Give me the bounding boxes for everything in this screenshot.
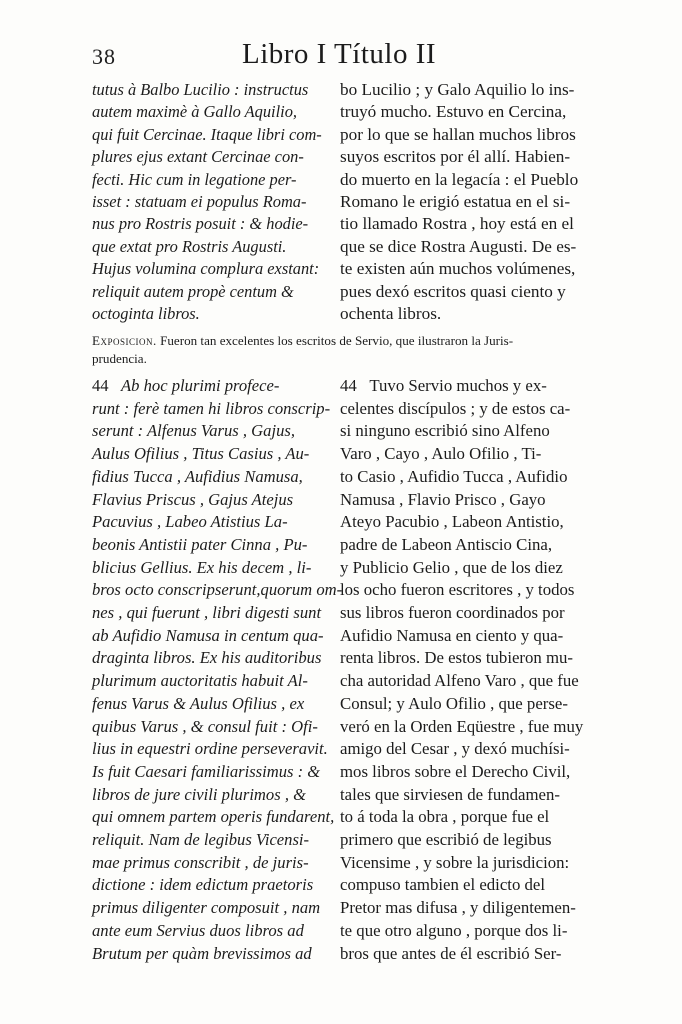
text-line: fecti. Hic cum in legatione per- (92, 169, 297, 189)
text-line: primero que escribió de legibus (340, 830, 552, 850)
text-line: Pretor mas difusa , y diligentemen- (340, 898, 576, 918)
text-line: padre de Labeon Antiscio Cina, (340, 534, 553, 554)
text-line: blicius Gellius. Ex his decem , li- (92, 557, 312, 577)
text-line (92, 375, 330, 398)
exposicion-text: Fueron tan excelentes los escritos de Servio, que ilustraron la Juris- (160, 333, 514, 348)
text-line: plurimum auctoritatis habuit Al- (92, 671, 308, 691)
text-line: tio llamado Rostra , hoy está en el (340, 214, 574, 234)
text-line: amigo del Cesar , y dexó muchísi- (340, 739, 570, 759)
text-line: y Publicio Gelio , que de los diez (340, 557, 563, 577)
text-line: dictione : idem edictum praetoris (92, 875, 314, 895)
text-line: nus pro Rostris posuit : & hodie- (92, 214, 309, 234)
text-line: ochenta libros. (340, 304, 442, 324)
text-line: lius in equestri ordine perseveravit. (92, 739, 328, 759)
text-line: ante eum Servius duos libros ad (92, 920, 304, 940)
text-line: isset : statuam ei populus Roma- (92, 192, 307, 212)
text-line: pues dexó escritos quasi ciento y (340, 281, 566, 301)
text-line: beonis Antistii pater Cinna , Pu- (92, 534, 308, 554)
spanish-text-top (340, 79, 612, 325)
text-line: te existen aún muchos volúmenes, (340, 259, 576, 279)
text-line: Consul; y Aulo Ofilio , que perse- (340, 693, 568, 713)
text-line: runt : ferè tamen hi libros conscrip- (92, 398, 331, 418)
text-line: reliquit autem propè centum & (92, 281, 294, 301)
text-line: libros de jure civili plurimos , & (92, 784, 307, 804)
text-line: Pacuvius , Labeo Atistius La- (92, 512, 288, 532)
text-line: fenus Varus & Aulus Ofilius , ex (92, 693, 305, 713)
text-line: Vicensime , y sobre la jurisdicion: (340, 852, 570, 872)
text-line: plures ejus extant Cercinae con- (92, 147, 304, 167)
exposicion-label: Exposicion. (92, 333, 157, 348)
text-line: draginta libros. Ex his auditoribus (92, 648, 322, 668)
text-line: do muerto en la legacía : el Pueblo (340, 169, 579, 189)
text-line (340, 375, 612, 398)
text-line: reliquit. Nam de legibus Vicensi- (92, 830, 310, 850)
text-line: Brutum per quàm brevissimos ad (92, 943, 312, 963)
text-line: bros octo conscripserunt,quorum om- (92, 580, 343, 600)
spanish-text-section-44 (340, 375, 612, 965)
text-line: veró en la Orden Eqüestre , fue muy (340, 716, 584, 736)
page-number: 38 (92, 44, 116, 69)
text-line: tutus à Balbo Lucilio : instructus (92, 80, 309, 99)
text-line: bo Lucilio ; y Galo Aquilio lo ins- (340, 80, 575, 99)
text-line: mos libros sobre el Derecho Civil, (340, 761, 571, 781)
text-line: bros que antes de él escribió Ser- (340, 943, 562, 963)
text-line: por lo que se hallan muchos libros (340, 124, 576, 144)
section-first-line: Tuvo Servio muchos y ex- (369, 376, 547, 395)
section-number: 44 (92, 376, 109, 395)
text-line: Aufidio Namusa en ciento y qua- (340, 625, 564, 645)
text-line: autem maximè à Gallo Aquilio, (92, 102, 298, 122)
text-line: te que otro alguno , porque dos li- (340, 920, 568, 940)
text-line: to á toda la obra , porque fue el (340, 807, 550, 827)
text-line: cha autoridad Alfeno Varo , que fue (340, 671, 579, 691)
latin-text-section-44 (92, 375, 343, 965)
text-line: Ateyo Pacubio , Labeon Antistio, (340, 512, 564, 532)
text-line: quibus Varus , & consul fuit : Ofi- (92, 716, 318, 736)
text-line: Flavius Priscus , Gajus Atejus (92, 489, 294, 509)
text-line: Is fuit Caesari familiarissimus : & (92, 761, 321, 781)
text-line: sus libros fueron coordinados por (340, 603, 565, 623)
text-line: si ninguno escribió sino Alfeno (340, 421, 550, 441)
text-line: mae primus conscribit , de juris- (92, 852, 309, 872)
text-line: compuso tambien el edicto del (340, 875, 546, 895)
text-line: qui fuit Cercinae. Itaque libri com- (92, 124, 322, 144)
text-line: los ocho fueron escritores , y todos (340, 580, 575, 600)
latin-text-top (92, 79, 330, 325)
text-line: Varo , Cayo , Aulo Ofilio , Ti- (340, 444, 542, 464)
text-line: primus diligenter composuit , nam (92, 898, 321, 918)
text-line: qui omnem partem operis fundarent, (92, 807, 335, 827)
page-header (92, 38, 612, 72)
text-line: Hujus volumina complura exstant: (92, 259, 320, 279)
running-title: Libro I Título II (242, 38, 437, 70)
text-line: to Casio , Aufidio Tucca , Aufidio (340, 466, 568, 486)
text-line: Namusa , Flavio Prisco , Gayo (340, 489, 546, 509)
text-line: suyos escritos por él allí. Habien- (340, 147, 571, 167)
section-number: 44 (340, 376, 357, 395)
text-line: que se dice Rostra Augusti. De es- (340, 236, 577, 256)
text-line: Romano le erigió estatua en el si- (340, 192, 571, 212)
text-line: nes , qui fuerunt , libri digesti sunt (92, 603, 322, 623)
exposicion-line (92, 332, 612, 350)
text-line: truyó mucho. Estuvo en Cercina, (340, 102, 567, 122)
text-line: Aulus Ofilius , Titus Casius , Au- (92, 444, 310, 464)
text-line: celentes discípulos ; y de estos ca- (340, 398, 571, 418)
text-line: fidius Tucca , Aufidius Namusa, (92, 466, 303, 486)
text-line: tales que sirviesen de fundamen- (340, 784, 560, 804)
text-line: renta libros. De estos tubieron mu- (340, 648, 574, 668)
text-line: serunt : Alfenus Varus , Gajus, (92, 421, 295, 441)
exposicion-note (92, 332, 612, 368)
text-line: octoginta libros. (92, 304, 200, 324)
exposicion-line: prudencia. (92, 351, 147, 366)
text-line: que extat pro Rostris Augusti. (92, 236, 287, 256)
text-line: ab Aufidio Namusa in centum qua- (92, 625, 324, 645)
section-first-line: Ab hoc plurimi profece- (121, 376, 280, 395)
